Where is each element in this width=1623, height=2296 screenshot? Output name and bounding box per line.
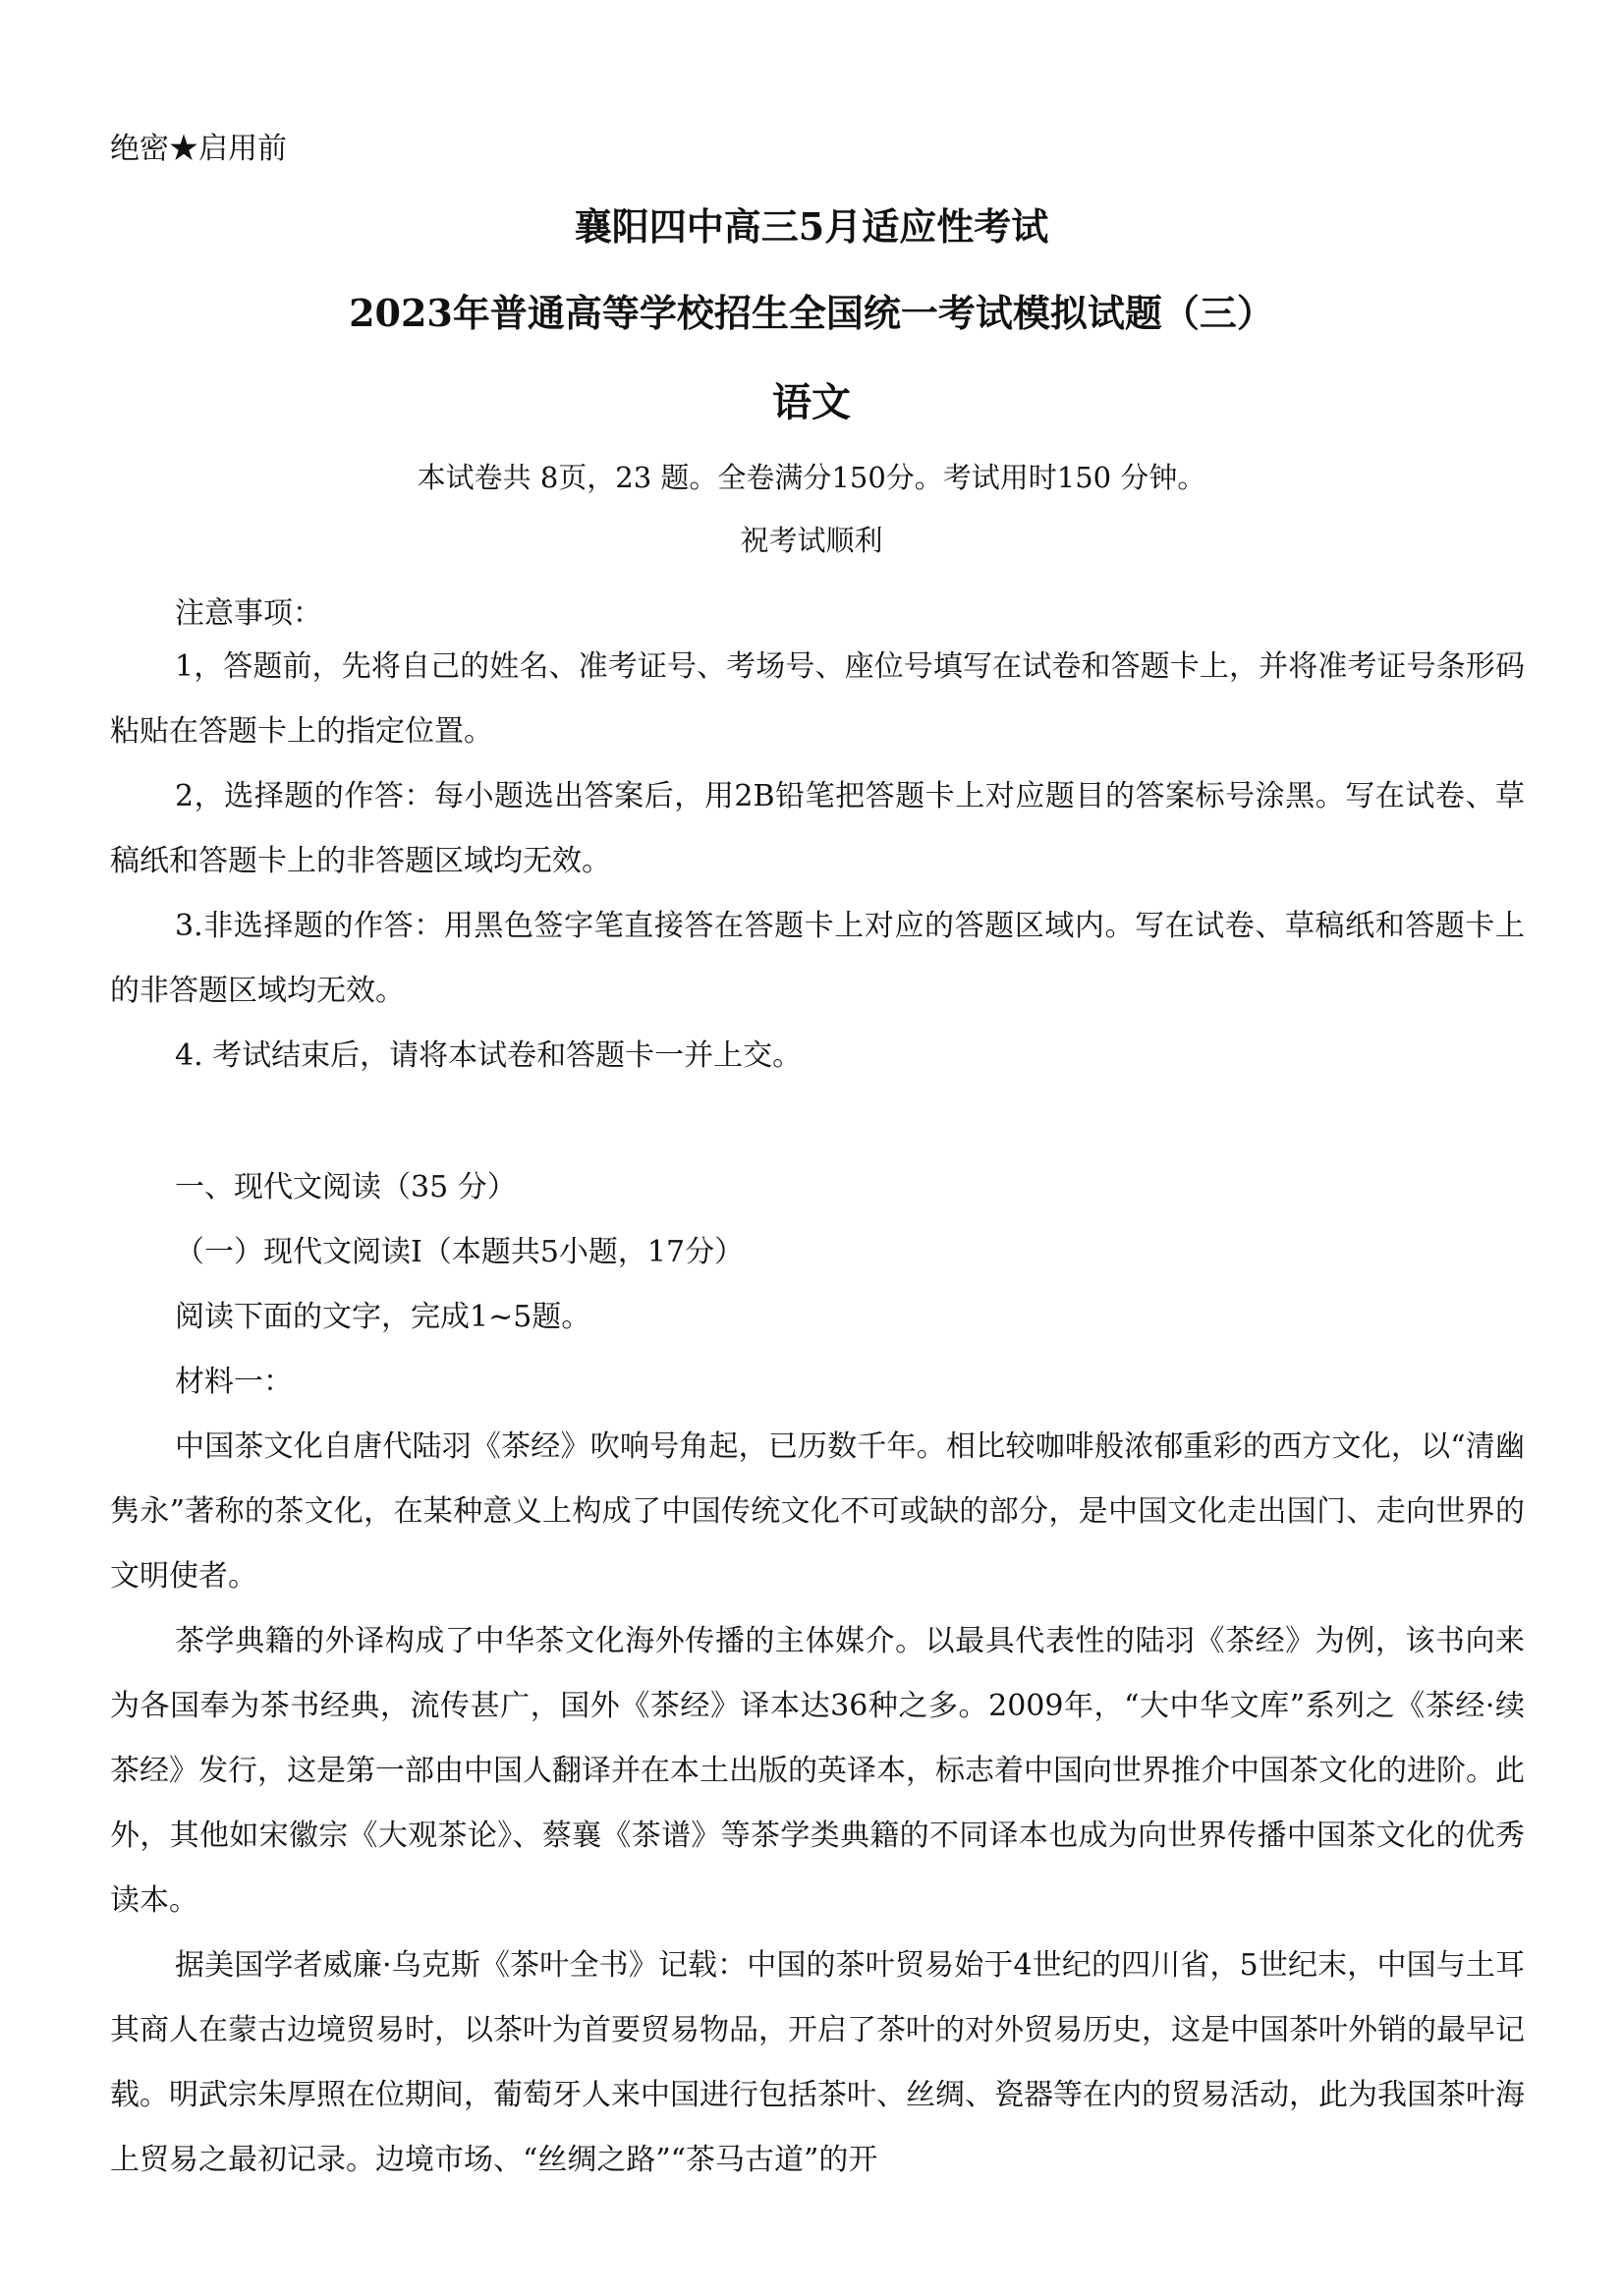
notice-item-3: 3.非选择题的作答：用黑色签字笔直接答在答题卡上对应的答题区域内。写在试卷、草稿纸和答题卡上的非答题区域均无效。 (110, 909, 1525, 1008)
secret-mark: 绝密★启用前 (110, 132, 287, 166)
notice-item-4: 4. 考试结束后，请将本试卷和答题卡一并上交。 (175, 1038, 803, 1073)
section-subheading: （一）现代文阅读Ⅰ（本题共5小题，17分） (175, 1235, 745, 1269)
exam-info: 本试卷共 8页，23 题。全卷满分150分。考试用时150 分钟。 (417, 461, 1206, 494)
exam-subtitle: 2023年普通高等学校招生全国统一考试模拟试题（三） (349, 291, 1274, 335)
exam-title: 襄阳四中高三5月适应性考试 (574, 204, 1049, 249)
exam-wish: 祝考试顺利 (740, 524, 883, 557)
notice-title: 注意事项： (175, 596, 322, 631)
notice-item-1: 1，答题前，先将自己的姓名、准考证号、考场号、座位号填写在试卷和答题卡上，并将准考证号条形码粘贴在答题卡上的指定位置。 (110, 649, 1525, 749)
material-paragraph-2: 茶学典籍的外译构成了中华茶文化海外传播的主体媒介。以最具代表性的陆羽《茶经》为例，该书向来为各国奉为茶书经典，流传甚广，国外《茶经》译本达36种之多。2009年，“大中华文库”系列之《茶经·续茶经》发行，这是第一部由中国人翻译并在本土出版的英译本，标志着中国向世界推介中国茶文化的进阶。此外，其他如宋徽宗《大观茶论》、蔡襄《茶谱》等茶学类典籍的不同译本也成为向世界传播中国茶文化的优秀读本。 (110, 1624, 1525, 1918)
material-label: 材料一： (175, 1365, 293, 1399)
subject-title: 语文 (772, 379, 851, 425)
section-heading: 一、现代文阅读（35 分） (175, 1170, 517, 1204)
reading-instruction: 阅读下面的文字，完成1~5题。 (175, 1300, 591, 1334)
notice-item-2: 2，选择题的作答：每小题选出答案后，用2B铅笔把答题卡上对应题目的答案标号涂黑。写在试卷、草稿纸和答题卡上的非答题区域均无效。 (110, 779, 1525, 878)
material-paragraph-1: 中国茶文化自唐代陆羽《茶经》吹响号角起，已历数千年。相比较咖啡般浓郁重彩的西方文化，以“清幽隽永”著称的茶文化，在某种意义上构成了中国传统文化不可或缺的部分，是中国文化走出国门、走向世界的文明使者。 (110, 1429, 1525, 1594)
material-paragraph-3: 据美国学者威廉·乌克斯《茶叶全书》记载：中国的茶叶贸易始于4世纪的四川省，5世纪末，中国与土耳其商人在蒙古边境贸易时，以茶叶为首要贸易物品，开启了茶叶的对外贸易历史，这是中国茶叶外销的最早记载。明武宗朱厚照在位期间，葡萄牙人来中国进行包括茶叶、丝绸、瓷器等在内的贸易活动，此为我国茶叶海上贸易之最初记录。边境市场、“丝绸之路”“茶马古道”的开 (110, 1948, 1525, 2177)
